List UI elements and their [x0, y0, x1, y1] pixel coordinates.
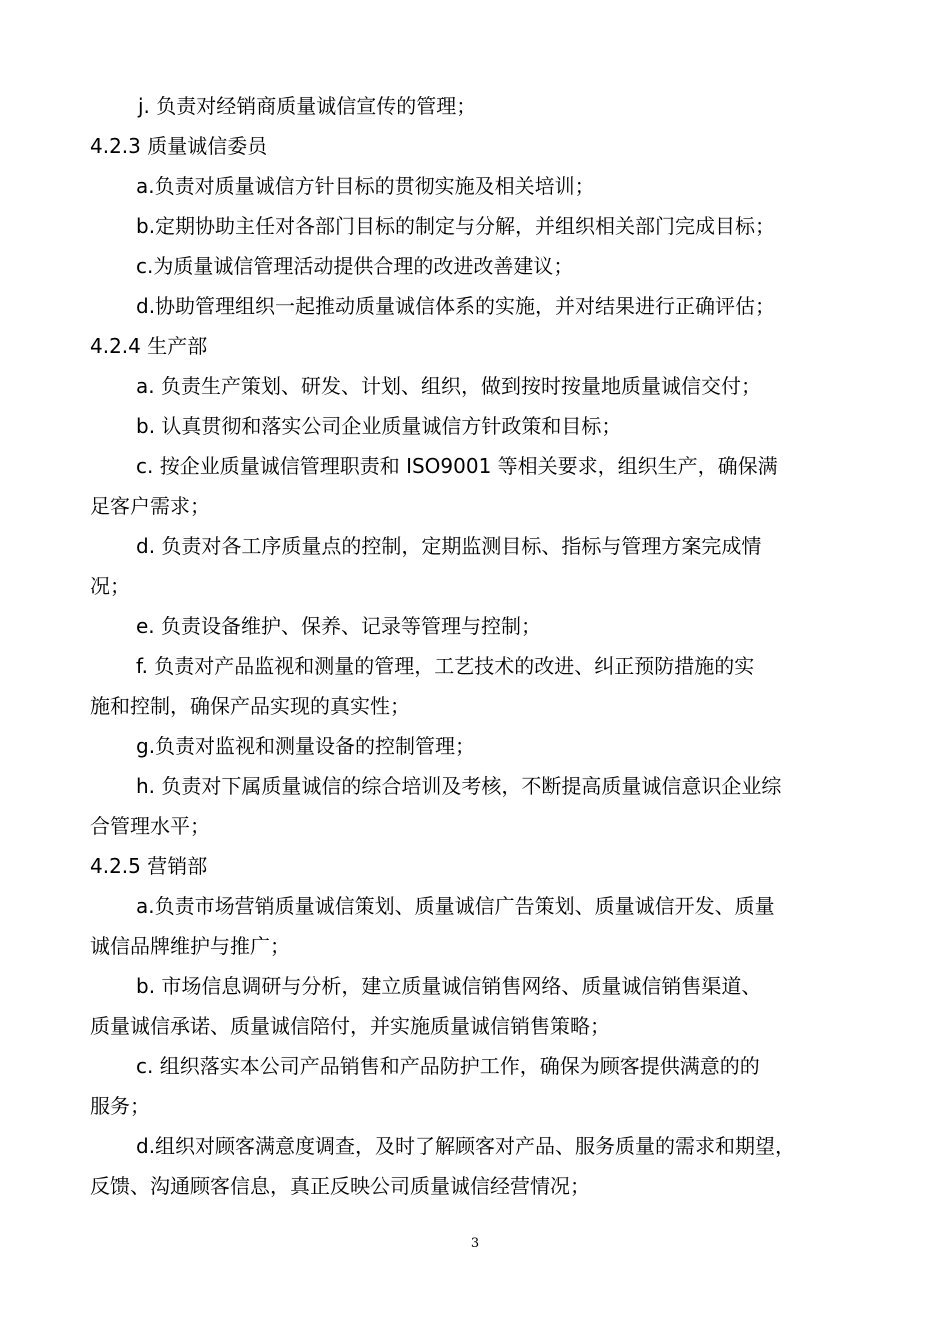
section-heading-4-2-5: 4.2.5 营销部	[90, 854, 208, 878]
section-heading-4-2-4: 4.2.4 生产部	[90, 334, 208, 358]
duty-item-d: d. 负责对各工序质量点的控制，定期监测目标、指标与管理方案完成情	[136, 534, 762, 558]
duty-item-continuation: 施和控制，确保产品实现的真实性；	[90, 694, 410, 718]
duty-item-a: a. 负责生产策划、研发、计划、组织，做到按时按量地质量诚信交付；	[136, 374, 761, 398]
duty-item-continuation: 服务；	[90, 1094, 150, 1118]
page-body	[90, 86, 880, 1206]
duty-item-continuation: 诚信品牌维护与推广；	[90, 934, 290, 958]
duty-item-d: d.协助管理组织一起推动质量诚信体系的实施，并对结果进行正确评估；	[136, 294, 776, 318]
section-heading-4-2-3: 4.2.3 质量诚信委员	[90, 134, 268, 158]
duty-item-f: f. 负责对产品监视和测量的管理，工艺技术的改进、纠正预防措施的实	[136, 654, 755, 678]
duty-item-continuation: 足客户需求；	[90, 494, 210, 518]
duty-item-b: b. 认真贯彻和落实公司企业质量诚信方针政策和目标；	[136, 414, 622, 438]
duty-item-h: h. 负责对下属质量诚信的综合培训及考核，不断提高质量诚信意识企业综	[136, 774, 782, 798]
duty-item-c: c. 按企业质量诚信管理职责和 ISO9001 等相关要求，组织生产，确保满	[136, 454, 778, 478]
duty-item-continuation: 合管理水平；	[90, 814, 210, 838]
duty-item-a: a.负责市场营销质量诚信策划、质量诚信广告策划、质量诚信开发、质量	[136, 894, 775, 918]
duty-item-continuation: 况；	[90, 574, 130, 598]
duty-item-continuation: 反馈、沟通顾客信息，真正反映公司质量诚信经营情况；	[90, 1174, 590, 1198]
duty-item-c: c. 组织落实本公司产品销售和产品防护工作，确保为顾客提供满意的的	[136, 1054, 760, 1078]
duty-item-b: b. 市场信息调研与分析，建立质量诚信销售网络、质量诚信销售渠道、	[136, 974, 762, 998]
duty-item-b: b.定期协助主任对各部门目标的制定与分解，并组织相关部门完成目标；	[136, 214, 776, 238]
duty-item-g: g.负责对监视和测量设备的控制管理；	[136, 734, 476, 758]
duty-item-d: d.组织对顾客满意度调查，及时了解顾客对产品、服务质量的需求和期望，	[136, 1134, 796, 1158]
duty-item-a: a.负责对质量诚信方针目标的贯彻实施及相关培训；	[136, 174, 595, 198]
duty-item-e: e. 负责设备维护、保养、记录等管理与控制；	[136, 614, 542, 638]
duty-item-c: c.为质量诚信管理活动提供合理的改进改善建议；	[136, 254, 574, 278]
duty-item-j: j. 负责对经销商质量诚信宣传的管理；	[138, 94, 477, 118]
duty-item-continuation: 质量诚信承诺、质量诚信陪付，并实施质量诚信销售策略；	[90, 1014, 610, 1038]
page-number: 3	[470, 1236, 480, 1251]
